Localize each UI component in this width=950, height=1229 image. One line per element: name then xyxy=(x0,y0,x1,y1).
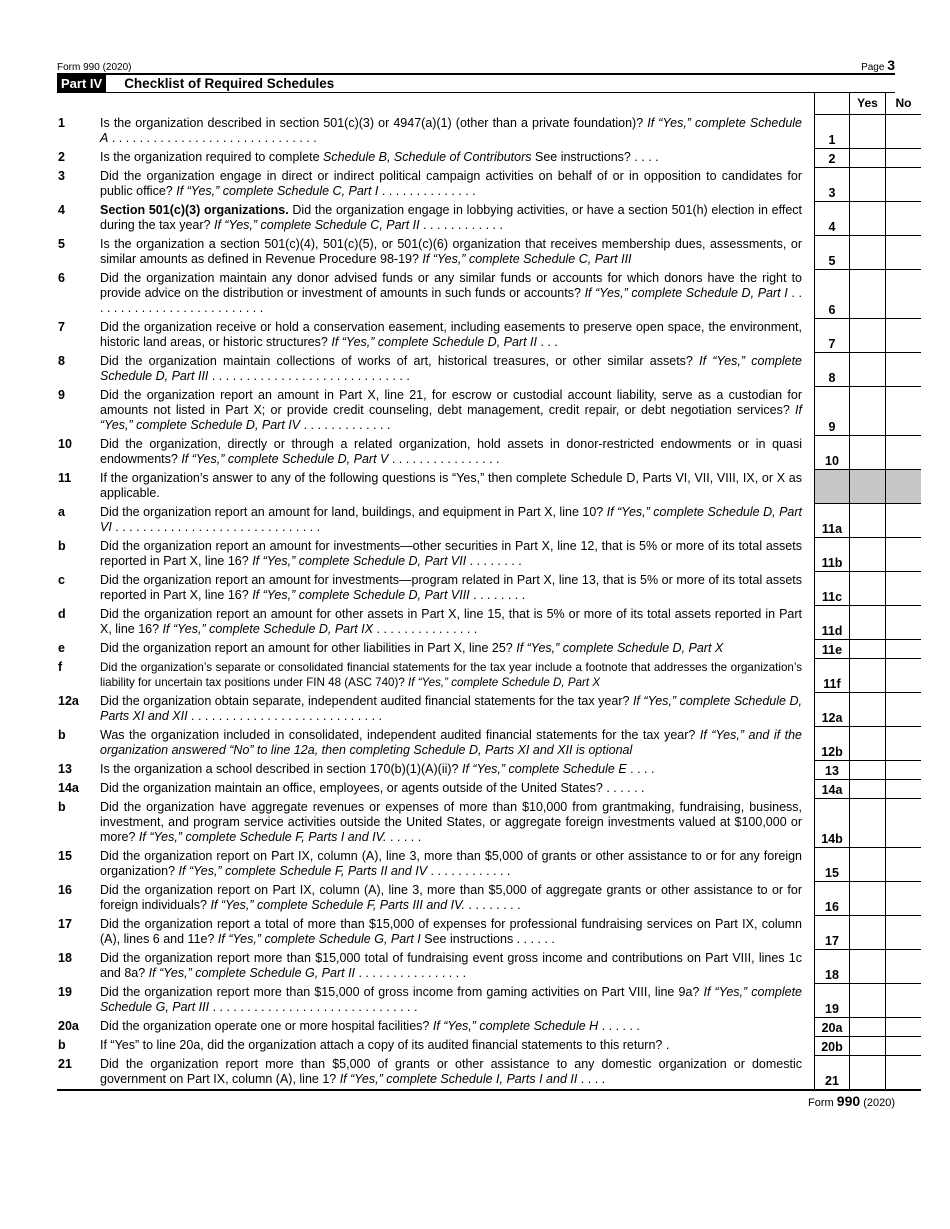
checklist-row xyxy=(57,658,921,692)
page-indicator: Page 3 xyxy=(861,57,895,73)
yes-answer-cell[interactable] xyxy=(850,571,886,605)
question-number: 2 xyxy=(58,150,65,164)
checklist-row xyxy=(57,318,921,352)
yes-answer-cell[interactable] xyxy=(850,639,886,658)
question-text: Did the organization report an amount for other assets in Part X, line 15, that is 5% or more of its total assets reported in Part X, line 16? If “Yes,” complete Schedule D, Part IX . . . . . . . . . . . . . . . xyxy=(100,607,802,636)
yes-answer-cell[interactable] xyxy=(850,167,886,201)
question-number: c xyxy=(58,573,65,587)
question-text: Did the organization report on Part IX, column (A), line 3, more than $5,000 of aggregate grants or other assistance to or for foreign individuals? If “Yes,” complete Schedule F, Parts III and IV. . . . . . . . . xyxy=(100,883,802,912)
checklist-row xyxy=(57,798,921,847)
yes-answer-cell[interactable] xyxy=(850,915,886,949)
yes-answer-cell[interactable] xyxy=(850,605,886,639)
checklist-row xyxy=(57,779,921,798)
question-text: Did the organization engage in direct or indirect political campaign activities on behalf of or in opposition to candidates for public office? If “Yes,” complete Schedule C, Part I . . . . . . . . . . . . . . xyxy=(100,169,802,198)
no-answer-cell[interactable] xyxy=(886,692,922,726)
checklist-row xyxy=(57,760,921,779)
question-text: If “Yes” to line 20a, did the organization attach a copy of its audited financial statements to this return? . xyxy=(100,1038,670,1052)
checklist-row xyxy=(57,148,921,167)
question-number: 7 xyxy=(58,320,65,334)
question-text: Did the organization report on Part IX, column (A), line 3, more than $5,000 of grants or other assistance to or for any foreign organization? If “Yes,” complete Schedule F, Parts II and IV . . . . . . . . . . . . xyxy=(100,849,802,878)
question-text: Did the organization, directly or through a related organization, hold assets in donor-restricted endowments or in quasi endowments? If “Yes,” complete Schedule D, Part V . . . . . . . . . . . . . . . . xyxy=(100,437,802,466)
checklist-row xyxy=(57,503,921,537)
question-number: 17 xyxy=(58,917,72,931)
no-answer-cell[interactable] xyxy=(886,269,922,318)
part-label: Part IV xyxy=(57,75,106,92)
checklist-row xyxy=(57,167,921,201)
yes-column-header: Yes xyxy=(850,93,886,114)
question-number: b xyxy=(58,728,66,742)
yes-answer-cell[interactable] xyxy=(850,1055,886,1090)
question-number: a xyxy=(58,505,65,519)
no-answer-cell[interactable] xyxy=(886,235,922,269)
checklist-row xyxy=(57,352,921,386)
question-number: 16 xyxy=(58,883,72,897)
yes-answer-cell[interactable] xyxy=(850,435,886,469)
yes-answer-cell[interactable] xyxy=(850,148,886,167)
question-text: Was the organization included in consolidated, independent audited financial statements for the tax year? If “Yes,” and if the organization answered “No” to line 12a, then completing Schedule D, Parts XI and XII is optional xyxy=(100,728,802,757)
yes-answer-cell[interactable] xyxy=(850,658,886,692)
question-text: Did the organization report more than $5,000 of grants or other assistance to any domestic organization or domestic government on Part IX, column (A), line 1? If “Yes,” complete Schedule I, Parts I and II . . . . xyxy=(84,1055,815,1090)
no-answer-cell[interactable] xyxy=(886,503,922,537)
question-number: e xyxy=(58,641,65,655)
yes-answer-cell[interactable] xyxy=(850,692,886,726)
question-number: 19 xyxy=(58,985,72,999)
no-answer-cell[interactable] xyxy=(886,469,922,503)
line-number: 13 xyxy=(815,760,850,779)
question-text: Is the organization required to complete Schedule B, Schedule of Contributors See instructions? . . . . xyxy=(100,150,659,164)
question-text: Did the organization report an amount for investments—program related in Part X, line 13, that is 5% or more of its total assets reported in Part X, line 16? If “Yes,” complete Schedule D, Part VIII . . . . . . . . xyxy=(100,573,802,602)
checklist-row xyxy=(57,1055,921,1090)
line-number: 2 xyxy=(815,148,850,167)
line-number: 11a xyxy=(815,503,850,537)
line-number: 11e xyxy=(815,639,850,658)
no-answer-cell[interactable] xyxy=(886,386,922,435)
question-number: 18 xyxy=(58,951,72,965)
line-number: 8 xyxy=(815,352,850,386)
no-answer-cell[interactable] xyxy=(886,639,922,658)
checklist-row xyxy=(57,201,921,235)
checklist-row xyxy=(57,639,921,658)
question-number: 8 xyxy=(58,354,65,368)
no-answer-cell[interactable] xyxy=(886,1017,922,1036)
no-answer-cell[interactable] xyxy=(886,201,922,235)
question-text: Did the organization maintain an office, employees, or agents outside of the United States? . . . . . . xyxy=(100,781,645,795)
part-title: Checklist of Required Schedules xyxy=(124,76,335,91)
question-text: Did the organization report more than $15,000 total of fundraising event gross income and contributions on Part VIII, lines 1c and 8a? If “Yes,” complete Schedule G, Part II . . . . . . . . . . . . . . . . xyxy=(100,951,802,980)
yes-answer-cell[interactable] xyxy=(850,235,886,269)
question-number: b xyxy=(58,800,66,814)
no-answer-cell[interactable] xyxy=(886,658,922,692)
no-answer-cell[interactable] xyxy=(886,318,922,352)
question-number: 9 xyxy=(58,388,65,402)
checklist-row xyxy=(57,1017,921,1036)
line-number: 14a xyxy=(815,779,850,798)
line-number: 19 xyxy=(815,983,850,1017)
line-number: 15 xyxy=(815,847,850,881)
question-text: Did the organization report more than $15,000 of gross income from gaming activities on Part VIII, line 9a? If “Yes,” complete Schedule G, Part III . . . . . . . . . . . . . . . . . . . . . . . . . . . . . . xyxy=(100,985,803,1014)
checklist-row xyxy=(57,915,921,949)
no-answer-cell[interactable] xyxy=(886,847,922,881)
question-number: 20a xyxy=(58,1019,79,1033)
yes-answer-cell[interactable] xyxy=(850,269,886,318)
yes-answer-cell[interactable] xyxy=(850,503,886,537)
question-text: If the organization’s answer to any of the following questions is “Yes,” then complete Schedule D, Parts VI, VII, VIII, IX, or X as applicable. xyxy=(100,471,802,500)
question-text: Did the organization receive or hold a conservation easement, including easements to preserve open space, the environment, historic land areas, or historic structures? If “Yes,” complete Schedule D, Part II . . . xyxy=(100,320,802,349)
no-column-header: No xyxy=(886,93,922,114)
checklist-row xyxy=(57,1036,921,1055)
line-number: 11f xyxy=(815,658,850,692)
yes-answer-cell[interactable] xyxy=(850,779,886,798)
yes-answer-cell[interactable] xyxy=(850,114,886,148)
line-number: 4 xyxy=(815,201,850,235)
no-answer-cell[interactable] xyxy=(886,148,922,167)
no-answer-cell[interactable] xyxy=(886,779,922,798)
question-number: 10 xyxy=(58,437,72,451)
form-label: Form 990 (2020) xyxy=(57,62,132,73)
question-number: f xyxy=(58,660,63,674)
question-number: b xyxy=(58,1038,66,1052)
line-number xyxy=(815,469,850,503)
page-header xyxy=(57,55,895,73)
yes-answer-cell[interactable] xyxy=(850,1036,886,1055)
yes-answer-cell[interactable] xyxy=(850,760,886,779)
line-number: 17 xyxy=(815,915,850,949)
line-number: 11c xyxy=(815,571,850,605)
question-number: 21 xyxy=(57,1055,84,1090)
checklist-row xyxy=(57,983,921,1017)
checklist-table xyxy=(57,93,921,1091)
no-answer-cell[interactable] xyxy=(886,114,922,148)
question-text: Is the organization described in section 501(c)(3) or 4947(a)(1) (other than a private foundation)? If “Yes,” complete Schedule A . . . . . . . . . . . . . . . . . . . . . . . . . . . . . . xyxy=(100,116,802,145)
column-header-row xyxy=(57,93,921,114)
question-text: Did the organization report an amount in Part X, line 21, for escrow or custodial account liability, serve as a custodian for amounts not listed in Part X; or provide credit counseling, debt management, credit repair, or debt negotiation services? If “Yes,” complete Schedule D, Part IV . . . . . . . . . . . . . xyxy=(100,388,802,432)
question-number: d xyxy=(58,607,66,621)
line-number: 16 xyxy=(815,881,850,915)
form-page xyxy=(57,55,912,1109)
yes-answer-cell[interactable] xyxy=(850,1017,886,1036)
checklist-row xyxy=(57,235,921,269)
no-answer-cell[interactable] xyxy=(886,949,922,983)
no-answer-cell[interactable] xyxy=(886,167,922,201)
no-answer-cell[interactable] xyxy=(886,915,922,949)
checklist-row xyxy=(57,847,921,881)
checklist-row xyxy=(57,537,921,571)
no-answer-cell[interactable] xyxy=(886,1055,922,1090)
line-number: 1 xyxy=(815,114,850,148)
no-answer-cell[interactable] xyxy=(886,726,922,760)
yes-answer-cell[interactable] xyxy=(850,318,886,352)
question-number: 14a xyxy=(58,781,79,795)
line-number: 7 xyxy=(815,318,850,352)
checklist-row xyxy=(57,571,921,605)
checklist-row xyxy=(57,386,921,435)
line-number: 14b xyxy=(815,798,850,847)
question-number: b xyxy=(58,539,66,553)
question-text: Did the organization have aggregate revenues or expenses of more than $10,000 from grantmaking, fundraising, business, investment, and program service activities outside the United States, or aggregate foreign investments valued at $100,000 or more? If “Yes,” complete Schedule F, Parts I and IV. . . . . . xyxy=(100,800,802,844)
yes-answer-cell[interactable] xyxy=(850,537,886,571)
yes-answer-cell[interactable] xyxy=(850,881,886,915)
checklist-row xyxy=(57,435,921,469)
yes-answer-cell[interactable] xyxy=(850,798,886,847)
line-number: 11b xyxy=(815,537,850,571)
line-number: 5 xyxy=(815,235,850,269)
no-answer-cell[interactable] xyxy=(886,983,922,1017)
no-answer-cell[interactable] xyxy=(886,881,922,915)
question-text: Is the organization a school described in section 170(b)(1)(A)(ii)? If “Yes,” complete Schedule E . . . . xyxy=(100,762,655,776)
no-answer-cell[interactable] xyxy=(886,571,922,605)
page-number: 3 xyxy=(887,57,895,73)
yes-answer-cell[interactable] xyxy=(850,352,886,386)
yes-answer-cell[interactable] xyxy=(850,469,886,503)
question-number: 3 xyxy=(58,169,65,183)
line-number: 18 xyxy=(815,949,850,983)
question-text: Did the organization obtain separate, independent audited financial statements for the tax year? If “Yes,” complete Schedule D, Parts XI and XII . . . . . . . . . . . . . . . . . . . . . . . . . . . . xyxy=(100,694,802,723)
question-text: Did the organization maintain collections of works of art, historical treasures, or other similar assets? If “Yes,” complete Schedule D, Part III . . . . . . . . . . . . . . . . . . . . . . . . . . . . . xyxy=(100,354,802,383)
no-answer-cell[interactable] xyxy=(886,1036,922,1055)
checklist-row xyxy=(57,114,921,148)
question-number: 15 xyxy=(58,849,72,863)
page-footer: Form 990 (2020) xyxy=(808,1093,895,1109)
question-text: Is the organization a section 501(c)(4), 501(c)(5), or 501(c)(6) organization that receives membership dues, assessments, or similar amounts as defined in Revenue Procedure 98-19? If “Yes,” complete Schedule C, Part III xyxy=(100,237,802,266)
line-number: 20a xyxy=(815,1017,850,1036)
no-answer-cell[interactable] xyxy=(886,352,922,386)
line-number: 12a xyxy=(815,692,850,726)
line-number: 21 xyxy=(815,1055,850,1090)
question-number: 5 xyxy=(58,237,65,251)
question-text: Did the organization report an amount for investments—other securities in Part X, line 12, that is 5% or more of its total assets reported in Part X, line 16? If “Yes,” complete Schedule D, Part VII . . . . . . . . xyxy=(100,539,802,568)
yes-answer-cell[interactable] xyxy=(850,386,886,435)
question-number: 11 xyxy=(58,471,72,485)
no-answer-cell[interactable] xyxy=(886,435,922,469)
question-number: 1 xyxy=(58,116,65,130)
part-header xyxy=(57,73,895,93)
yes-answer-cell[interactable] xyxy=(850,726,886,760)
question-number: 6 xyxy=(58,271,65,285)
question-text: Did the organization report an amount for land, buildings, and equipment in Part X, line 10? If “Yes,” complete Schedule D, Part VI . . . . . . . . . . . . . . . . . . . . . . . . . . . . . . xyxy=(100,505,802,534)
question-number: 4 xyxy=(58,203,65,217)
yes-answer-cell[interactable] xyxy=(850,201,886,235)
line-number: 11d xyxy=(815,605,850,639)
no-answer-cell[interactable] xyxy=(886,798,922,847)
question-text: Did the organization maintain any donor advised funds or any similar funds or accounts for which donors have the right to provide advice on the distribution or investment of amounts in such funds or accounts? If “Yes,” complete Schedule D, Part I . . . . . . . . . . . . . . . . . . . . . . . . . . xyxy=(100,271,802,315)
yes-answer-cell[interactable] xyxy=(850,949,886,983)
question-text: Did the organization report an amount for other liabilities in Part X, line 25? If “Yes,” complete Schedule D, Part X xyxy=(100,641,724,655)
line-number: 12b xyxy=(815,726,850,760)
checklist-row xyxy=(57,469,921,503)
question-text: Did the organization operate one or more hospital facilities? If “Yes,” complete Schedule H . . . . . . xyxy=(100,1019,640,1033)
yes-answer-cell[interactable] xyxy=(850,983,886,1017)
checklist-row xyxy=(57,605,921,639)
question-text: Did the organization’s separate or consolidated financial statements for the tax year include a footnote that addresses the organization’s liability for uncertain tax positions under FIN 48 (ASC 740)? If “Yes,” complete Schedule D, Part X xyxy=(100,661,802,689)
no-answer-cell[interactable] xyxy=(886,537,922,571)
no-answer-cell[interactable] xyxy=(886,760,922,779)
footer-form-number: 990 xyxy=(836,1093,861,1109)
question-number: 13 xyxy=(58,762,72,776)
line-number: 3 xyxy=(815,167,850,201)
line-number: 20b xyxy=(815,1036,850,1055)
checklist-row xyxy=(57,692,921,726)
checklist-row xyxy=(57,269,921,318)
line-number: 10 xyxy=(815,435,850,469)
yes-answer-cell[interactable] xyxy=(850,847,886,881)
line-number: 9 xyxy=(815,386,850,435)
question-text: Section 501(c)(3) organizations. Did the organization engage in lobbying activities, or have a section 501(h) election in effect during the tax year? If “Yes,” complete Schedule C, Part II . . . . . . . . . . . . xyxy=(100,203,802,232)
checklist-row xyxy=(57,949,921,983)
question-text: Did the organization report a total of more than $15,000 of expenses for professional fundraising services on Part IX, column (A), lines 6 and 11e? If “Yes,” complete Schedule G, Part I See instructions . . . . . . xyxy=(100,917,802,946)
question-number: 12a xyxy=(58,694,79,708)
no-answer-cell[interactable] xyxy=(886,605,922,639)
checklist-row xyxy=(57,726,921,760)
line-number: 6 xyxy=(815,269,850,318)
checklist-row xyxy=(57,881,921,915)
